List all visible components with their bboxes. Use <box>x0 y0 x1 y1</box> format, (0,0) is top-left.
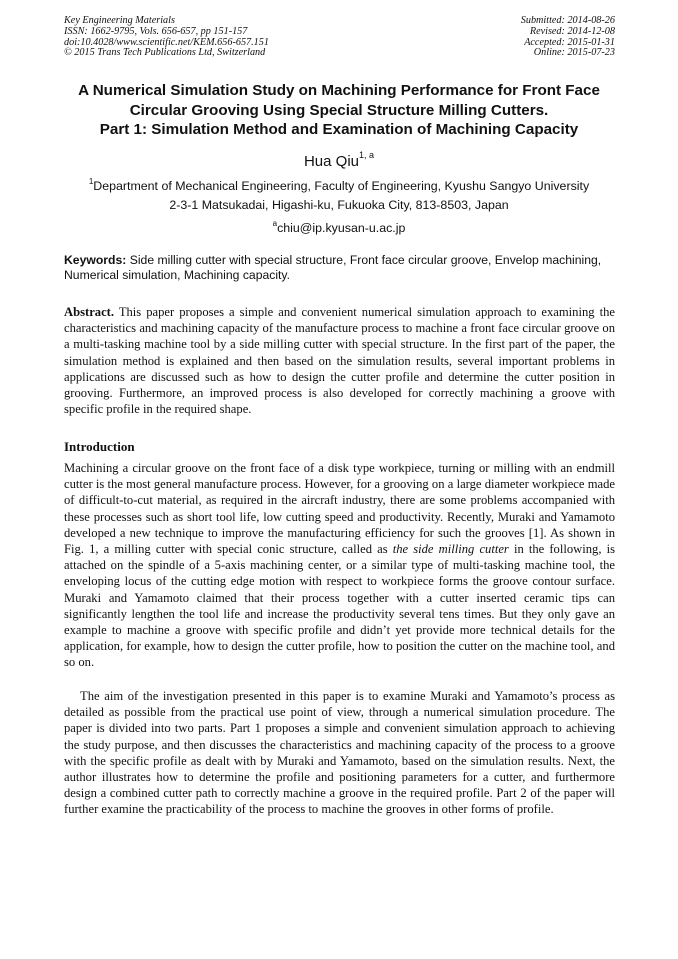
issn-line: ISSN: 1662-9795, Vols. 656-657, pp 151-157 <box>64 25 248 37</box>
keywords-text: Side milling cutter with special structure, Front face circular groove, Envelop machining, Numerical simulation, Machining capacity. <box>64 253 602 282</box>
author-line <box>0 150 678 170</box>
email-mark: a <box>272 219 278 228</box>
author-name: Hua Qiu <box>303 153 359 170</box>
title-line-2: Circular Grooving Using Special Structure Milling Cutters. <box>129 101 549 119</box>
affiliation-line-1 <box>0 177 678 193</box>
title-line-3: Part 1: Simulation Method and Examination of Machining Capacity <box>99 121 579 138</box>
section-heading-introduction: Introduction <box>64 439 135 454</box>
abstract-label: Abstract. <box>64 305 115 319</box>
submission-dates <box>521 16 615 59</box>
keywords-label: Keywords: <box>64 253 127 267</box>
intro-p1-text-b: in the following, is attached on the spindle of a 5-axis machining center, or a similar type of multi-tasking machine tool, the enveloping locus of the cutting edge motion with respect to workpiece forms the groove contour surface. Muraki and Yamamoto claimed that their process together with a cutter inserted ceramic tips can significantly lengthen the tool life and increase the productivity several tens times. But they only gave an example to machine a groove with specific profile and didn’t yet provide more technical details for the application, for example, how to design the cutter profile, how to position the cutter on the machine tool, and so on. <box>64 542 616 670</box>
intro-p1-text-a: Machining a circular groove on the front face of a disk type workpiece, turning or milling with an endmill cutter is the most general manufacture process. However, for a grooving on a large diameter workpiece made of difficult-to-cut material, as required in the aircraft industry, there are some problems accompanied with these processes such as short tool life, low cutting speed and productivity. Recently, Muraki and Yamamoto developed a new technique to improve the manufacturing efficiency for such the grooves [1]. As shown in Fig. 1, a milling cutter with special conic structure, called as <box>64 461 615 557</box>
copyright-line: © 2015 Trans Tech Publications Ltd, Switzerland <box>64 47 266 59</box>
accepted-date: Accepted: 2015-01-31 <box>524 36 615 48</box>
title-line-1: A Numerical Simulation Study on Machining Performance for Front Face <box>78 82 600 99</box>
doi-line: doi:10.4028/www.scientific.net/KEM.656-657.151 <box>64 36 269 48</box>
intro-p1-italic-term: the side milling cutter <box>392 542 509 557</box>
revised-date: Revised: 2014-12-08 <box>529 25 615 37</box>
introduction-paragraph-2: The aim of the investigation presented in this paper is to examine Muraki and Yamamoto’s process as detailed as possible from the practical use point of view, through a numerical simulation procedure. The paper is divided into two parts. Part 1 proposes a simple and convenient simulation approach to achieving the study purpose, and then discusses the characteristics and machining capacity of the process to a groove with the specific profile as dealt with by Muraki and Yamamoto, based on the simulation results. Next, the author illustrates how to determine the profile and positioning parameters for a cutter, and furthermore design a combined cutter path to correctly machine a groove in the required profile. Part 2 of the paper will further examine the practicability of the process to machine the grooves in other forms of profile. <box>64 689 615 817</box>
affiliation-mark: 1 <box>88 177 94 186</box>
affiliation-address: 2-3-1 Matsukadai, Higashi-ku, Fukuoka City, 813-8503, Japan <box>169 198 509 212</box>
author-email[interactable]: chiu@ip.kyusan-u.ac.jp <box>277 221 406 235</box>
submitted-date: Submitted: 2014-08-26 <box>520 15 615 26</box>
affiliation-department: Department of Mechanical Engineering, Faculty of Engineering, Kyushu Sangyo University <box>93 179 590 193</box>
paper-title <box>40 81 638 140</box>
journal-info <box>64 16 269 59</box>
online-date: Online: 2015-07-23 <box>533 47 615 59</box>
introduction-paragraph-1 <box>64 460 615 671</box>
abstract-text: This paper proposes a simple and convenient numerical simulation approach to examining the characteristics and machining capacity of the manufacture process to machine a front face circular groove on a multi-tasking machine tool by a side milling cutter with special structure. In the first part of the paper, the simulation method is explained and then based on the simulation results, several important problems in applications are discussed such as how to design the cutter profile and determine the cutter position in grooving. Furthermore, an improved process is also developed for correctly machining a groove with specific profile in the required shape. <box>64 305 615 417</box>
author-superscript: 1, a <box>359 150 375 160</box>
journal-name: Key Engineering Materials <box>64 15 175 26</box>
keywords <box>64 253 617 283</box>
affiliation-email-line <box>0 219 678 235</box>
abstract <box>64 304 615 417</box>
